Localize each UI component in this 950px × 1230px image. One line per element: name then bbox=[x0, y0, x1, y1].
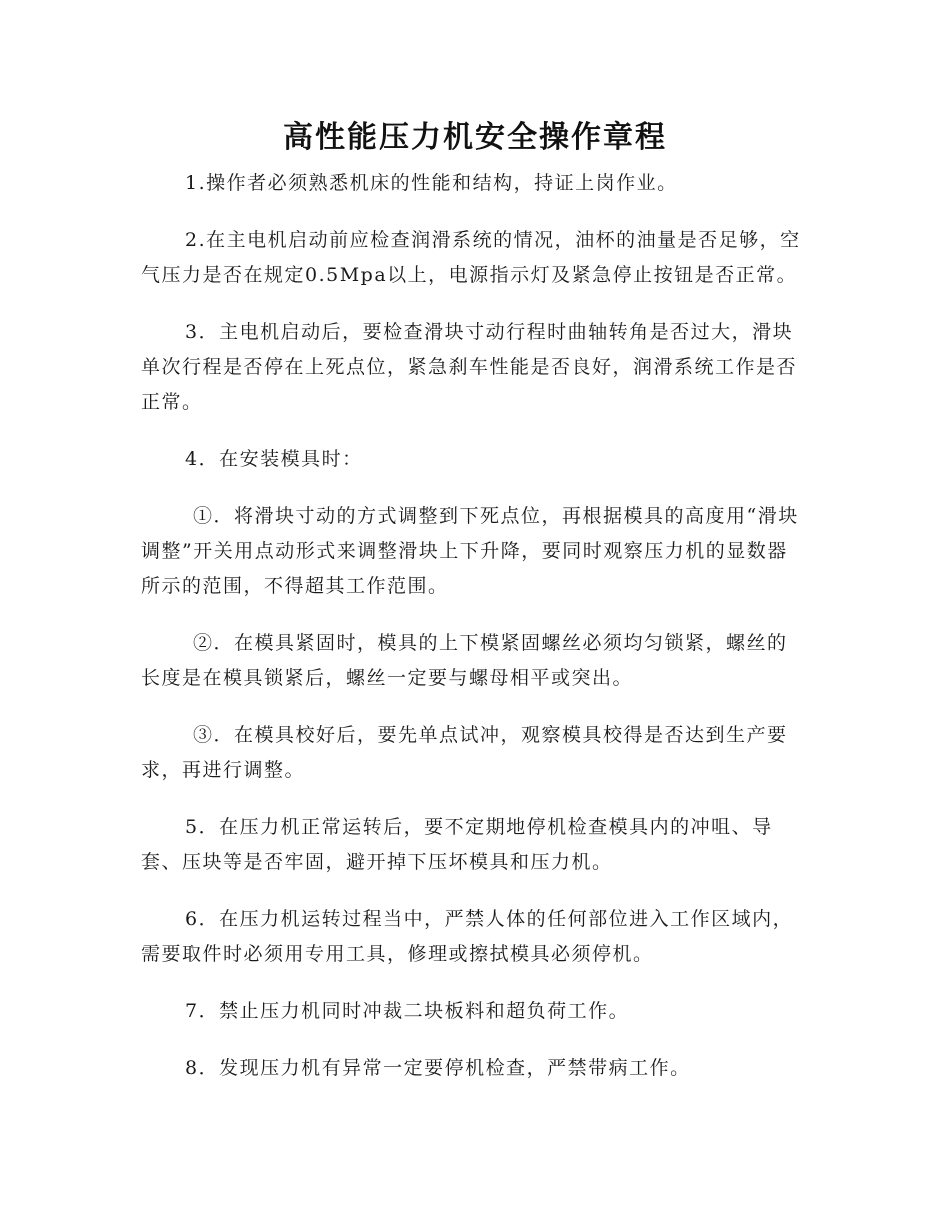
paragraph-6: 6．在压力机运转过程当中，严禁人体的任何部位进入工作区域内，需要取件时必须用专用工具，修理或擦拭模具必须停机。 bbox=[141, 908, 794, 965]
paragraph-2: 2.在主电机启动前应检查润滑系统的情况，油杯的油量是否足够，空气压力是否在规定0.5Mpa以上，电源指示灯及紧急停止按钮是否正常。 bbox=[141, 229, 801, 286]
paragraph-4-3: ③．在模具校好后，要先单点试冲，观察模具校得是否达到生产要求，再进行调整。 bbox=[141, 724, 788, 781]
paragraph-4: 4．在安装模具时： bbox=[185, 448, 363, 470]
paragraph-4-2: ②．在模具紧固时，模具的上下模紧固螺丝必须均匀锁紧，螺丝的长度是在模具锁紧后，螺丝一定要与螺母相平或突出。 bbox=[141, 632, 788, 689]
document-title: 高性能压力机安全操作章程 bbox=[283, 120, 667, 155]
document-body bbox=[141, 166, 805, 1108]
paragraph-1: 1.操作者必须熟悉机床的性能和结构，持证上岗作业。 bbox=[185, 172, 678, 194]
paragraph-4-1: ①．将滑块寸动的方式调整到下死点位，再根据模具的高度用“滑块调整”开关用点动形式来调整滑块上下升降，要同时观察压力机的显数器所示的范围，不得超其工作范围。 bbox=[141, 505, 799, 597]
paragraph-5: 5．在压力机正常运转后，要不定期地停机检查模具内的冲咀、导套、压块等是否牢固，避开掉下压坏模具和压力机。 bbox=[141, 816, 773, 873]
paragraph-3: 3．主电机启动后，要检查滑块寸动行程时曲轴转角是否过大，滑块单次行程是否停在上死点位，紧急刹车性能是否良好，润滑系统工作是否正常。 bbox=[141, 321, 798, 413]
paragraph-7: 7．禁止压力机同时冲裁二块板料和超负荷工作。 bbox=[185, 1000, 630, 1022]
paragraph-8: 8．发现压力机有异常一定要停机检查，严禁带病工作。 bbox=[185, 1057, 691, 1079]
